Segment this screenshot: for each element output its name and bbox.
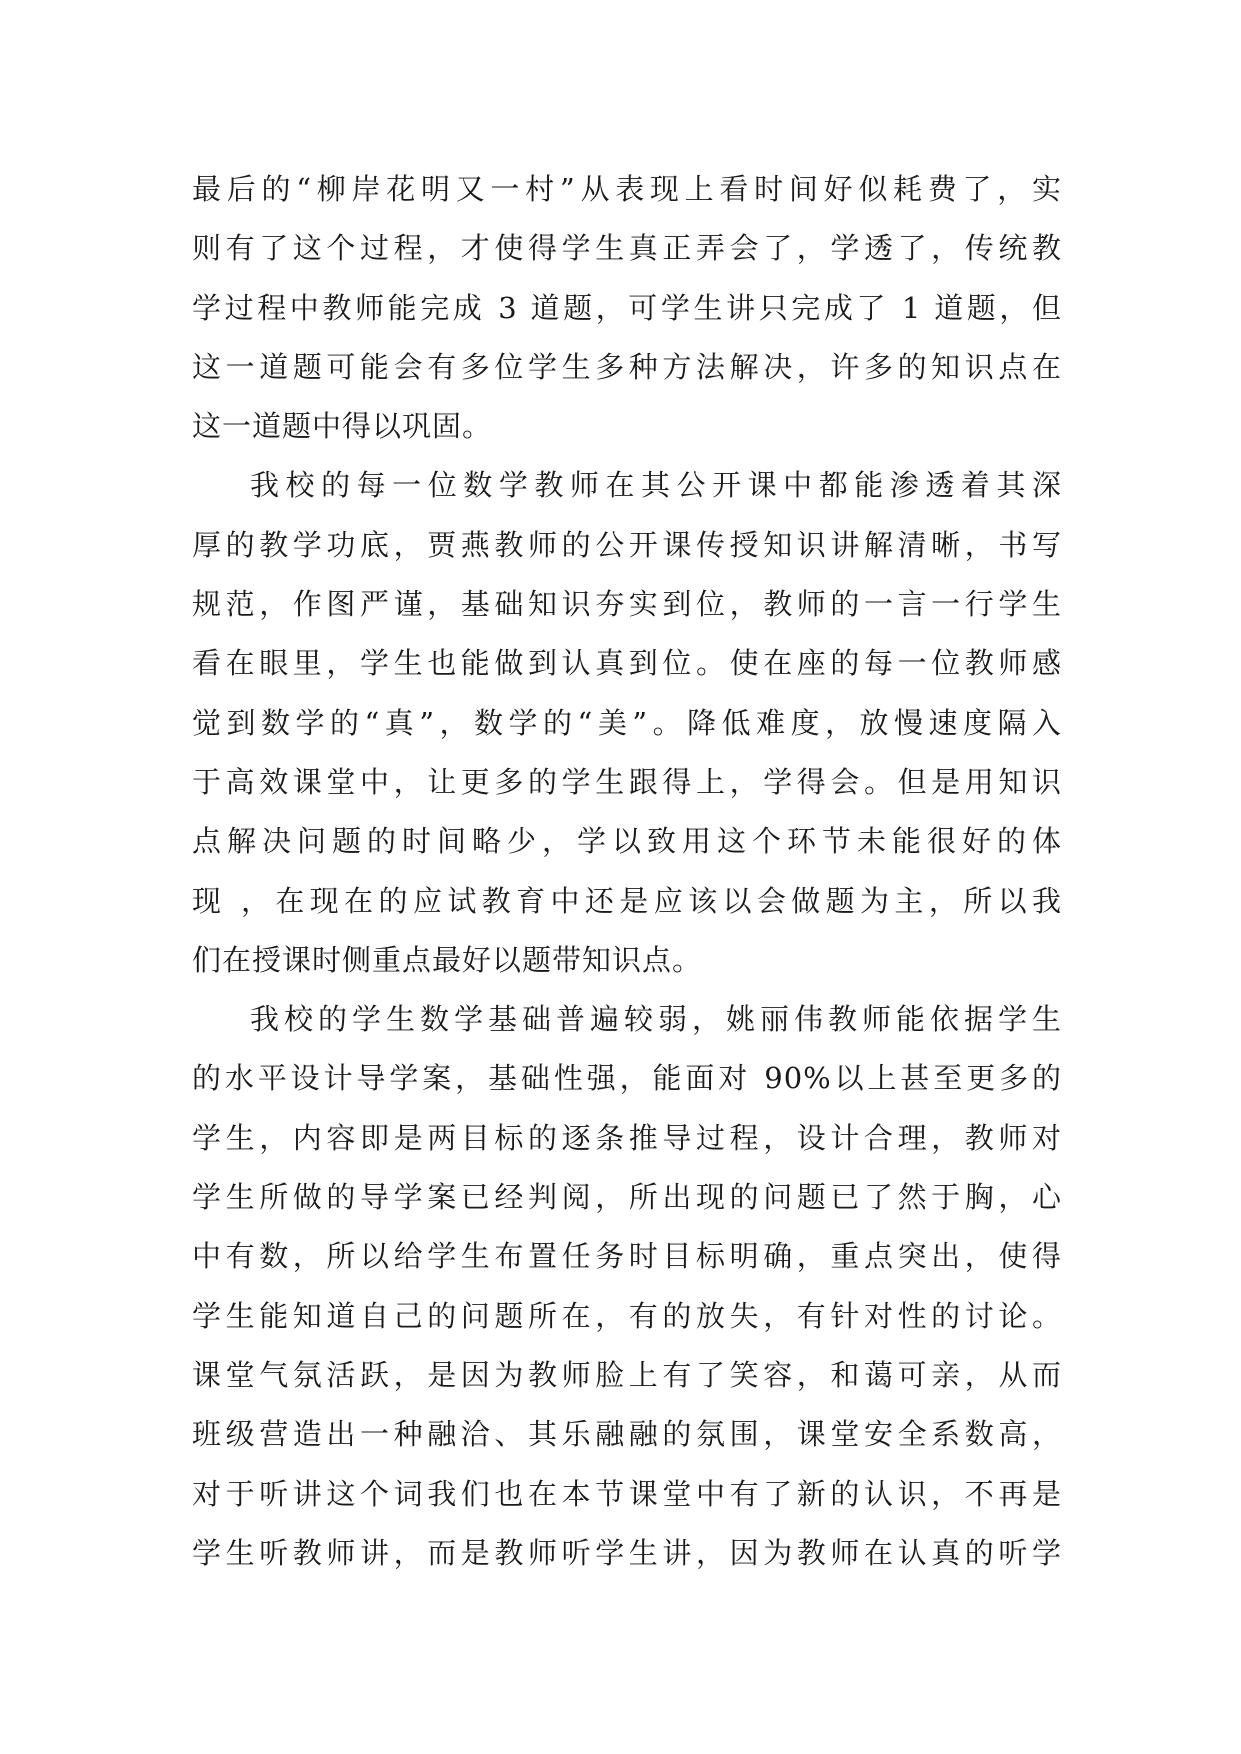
text-line: 厚的教学功底，贾燕教师的公开课传授知识讲解清晰，书写	[192, 527, 1062, 562]
text-line: 对于听讲这个词我们也在本节课堂中有了新的认识，不再是	[192, 1476, 1062, 1511]
text-line: 我校的学生数学基础普遍较弱，姚丽伟教师能依据学生	[250, 1002, 1062, 1037]
body-text	[192, 160, 1062, 1583]
text-line: 学生，内容即是两目标的逐条推导过程，设计合理，教师对	[192, 1120, 1062, 1155]
text-line: 于高效课堂中，让更多的学生跟得上，学得会。但是用知识	[192, 764, 1062, 799]
text-line: 班级营造出一种融洽、其乐融融的氛围，课堂安全系数高，	[192, 1417, 1062, 1452]
text-line: 觉到数学的“真”，数学的“美”。降低难度，放慢速度隔入	[192, 705, 1062, 740]
text-line: 学生所做的导学案已经判阅，所出现的问题已了然于胸，心	[192, 1180, 1062, 1215]
text-line: 们在授课时侧重点最好以题带知识点。	[192, 942, 703, 977]
text-line: 这一道题中得以巩固。	[192, 409, 493, 444]
text-line: 学生能知道自己的问题所在，有的放失，有针对性的讨论。	[192, 1298, 1062, 1333]
text-line: 最后的“柳岸花明又一村”从表现上看时间好似耗费了，实	[192, 172, 1062, 206]
text-line: 学过程中教师能完成 3 道题，可学生讲只完成了 1 道题，但	[192, 290, 1062, 325]
text-line: 则有了这个过程，才使得学生真正弄会了，学透了，传统教	[192, 231, 1062, 266]
text-line: 中有数，所以给学生布置任务时目标明确，重点突出，使得	[192, 1239, 1062, 1274]
text-line: 我校的每一位数学教师在其公开课中都能渗透着其深	[250, 468, 1062, 503]
paragraph	[192, 160, 1062, 456]
paragraph	[192, 456, 1062, 990]
text-line: 课堂气氛活跃，是因为教师脸上有了笑容，和蔼可亲，从而	[192, 1357, 1062, 1392]
paragraph	[192, 990, 1062, 1583]
text-line: 点解决问题的时间略少，学以致用这个环节未能很好的体	[192, 824, 1062, 859]
text-line: 规范，作图严谨，基础知识夯实到位，教师的一言一行学生	[192, 587, 1062, 622]
text-line: 看在眼里，学生也能做到认真到位。使在座的每一位教师感	[192, 646, 1062, 681]
text-line: 这一道题可能会有多位学生多种方法解决，许多的知识点在	[192, 349, 1062, 384]
text-line: 学生听教师讲，而是教师听学生讲，因为教师在认真的听学	[192, 1535, 1062, 1570]
text-line: 现 ，在现在的应试教育中还是应该以会做题为主，所以我	[192, 883, 1062, 918]
text-line: 的水平设计导学案，基础性强，能面对 90%以上甚至更多的	[192, 1061, 1062, 1096]
